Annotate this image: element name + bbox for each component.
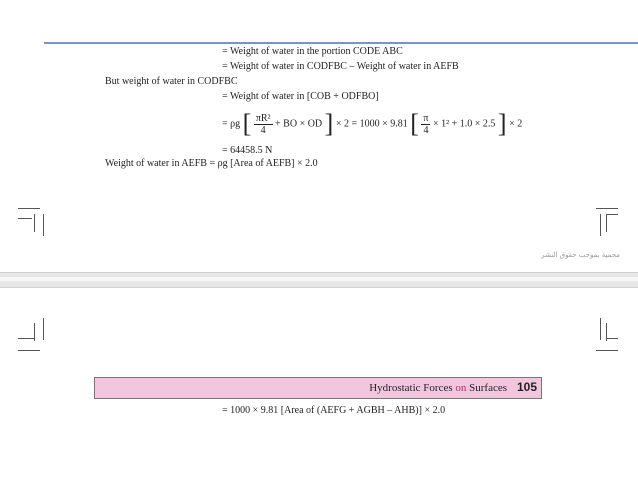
header-title-part-2: on (455, 382, 467, 394)
page2-text-line-1: = 1000 × 9.81 [Area of (AEFG + AGBH – AHB)] × 2.0 (222, 405, 446, 416)
page-number: 105 (516, 380, 537, 394)
header-title-part-3: Surfaces (469, 382, 507, 394)
page-separator-inner (0, 277, 638, 281)
fraction-2-denominator: 4 (423, 124, 429, 136)
eq-lhs: = ρg (222, 118, 241, 130)
crop-mark-bl-v2 (43, 318, 44, 340)
crop-mark-bl-v1 (34, 323, 35, 341)
bracket-open-2: [ (410, 109, 419, 138)
eq-mid: × 2 = 1000 × 9.81 (335, 118, 408, 130)
page-separator (0, 272, 638, 288)
text-line-2: = Weight of water in CODFBC – Weight of water in AEFB (222, 61, 459, 72)
crop-mark-tr-v1 (600, 214, 601, 236)
running-header-title (369, 382, 507, 394)
crop-mark-tr-v2 (606, 214, 607, 232)
header-title-part-1: Hydrostatic Forces (369, 382, 453, 394)
fraction-1-denominator: 4 (260, 124, 266, 136)
bracket-open-1: [ (242, 109, 252, 138)
crop-mark-tl-v1 (34, 214, 35, 232)
eq-term-2: × 1² + 1.0 × 2.5 (432, 118, 496, 130)
bracket-close-1: ] (324, 109, 334, 138)
watermark-text: محمية بموجب حقوق النشر (541, 251, 620, 259)
text-line-3: But weight of water in CODFBC (105, 76, 238, 87)
top-blue-rule (44, 42, 638, 44)
crop-mark-tr-h2 (606, 214, 618, 215)
crop-mark-br-h2 (596, 350, 618, 351)
crop-mark-tl-h (18, 208, 40, 209)
text-line-7: Weight of water in AEFB = ρg [Area of AEFB] × 2.0 (105, 158, 318, 169)
equation-line (222, 109, 523, 138)
eq-tail: × 2 (509, 118, 523, 130)
text-line-6: = 64458.5 N (222, 145, 273, 156)
crop-mark-br-h (606, 338, 618, 339)
crop-mark-tr-h (596, 208, 618, 209)
fraction-2 (421, 113, 430, 136)
bracket-close-2: ] (497, 109, 507, 138)
text-line-4: = Weight of water in [COB + ODFBO] (222, 91, 379, 102)
fraction-2-numerator: π (423, 112, 429, 124)
crop-mark-br-v1 (600, 318, 601, 340)
crop-mark-tl-h2 (18, 218, 32, 219)
fraction-1 (254, 113, 273, 136)
crop-mark-bl-h2 (18, 350, 40, 351)
text-line-1: = Weight of water in the portion CODE ABC (222, 46, 403, 57)
fraction-1-numerator: πR² (255, 112, 271, 124)
page-header-band (94, 377, 542, 399)
crop-mark-tl-v2 (43, 214, 44, 236)
eq-term-1: + BO × OD (275, 118, 323, 130)
crop-mark-bl-h (18, 338, 34, 339)
